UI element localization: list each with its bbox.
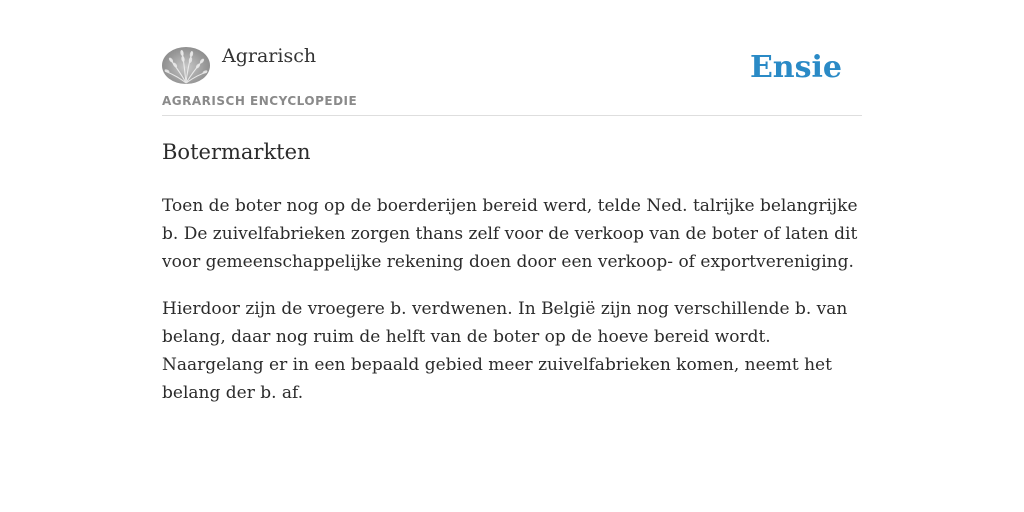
site-name[interactable]: Agrarisch bbox=[222, 45, 317, 67]
site-header bbox=[162, 0, 862, 116]
wheat-logo-icon[interactable] bbox=[162, 47, 210, 84]
article-title: Botermarkten bbox=[162, 140, 311, 164]
article-body bbox=[162, 192, 862, 426]
page bbox=[162, 0, 862, 512]
wheat-logo-graphic bbox=[162, 47, 210, 84]
article-paragraph: Toen de boter nog op de boerderijen bereid werd, telde Ned. talrijke belangrijke b. De zuivelfabrieken zorgen thans zelf voor de verkoop van de boter of laten dit voor gemeenschappelijke rekening doen door een verkoop- of exportvereniging. bbox=[162, 196, 858, 272]
site-subtitle: AGRARISCH ENCYCLOPEDIE bbox=[162, 94, 358, 108]
article-paragraph: Hierdoor zijn de vroegere b. verdwenen. In België zijn nog verschillende b. van belang, daar nog ruim de helft van de boter op de hoeve bereid wordt. Naargelang er in een bepaald gebied meer zuivelfabrieken komen, neemt het belang der b. af. bbox=[162, 299, 848, 403]
ensie-brand-link[interactable]: Ensie bbox=[749, 50, 842, 85]
